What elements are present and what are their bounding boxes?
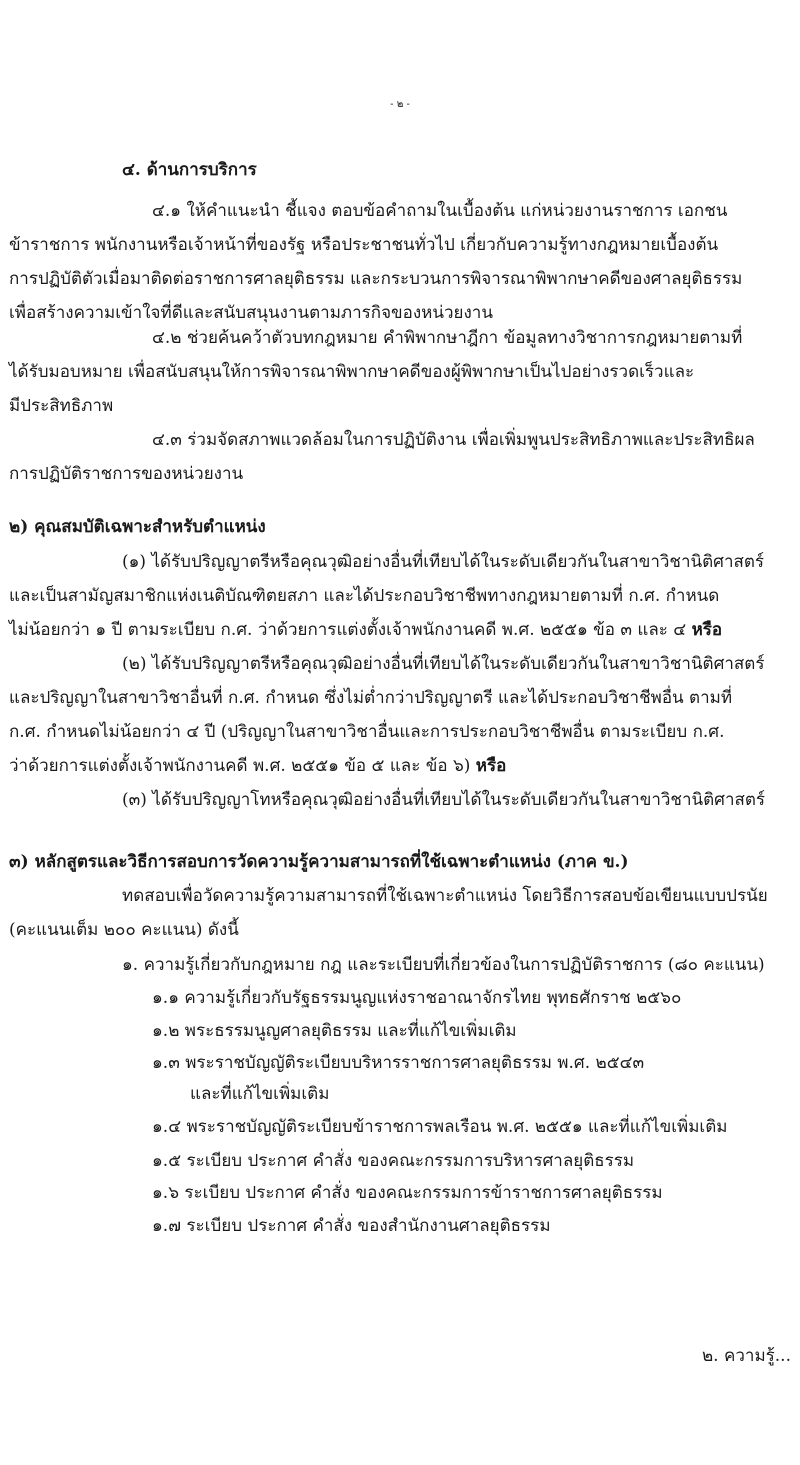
topic-heading: ๑. ความรู้เกี่ยวกับกฎหมาย กฎ และระเบียบที่เกี่ยวข้องในการปฏิบัติราชการ (๘๐ คะแนน)	[122, 955, 765, 975]
subtopic-item: ๑.๗ ระเบียบ ประกาศ คำสั่ง ของสำนักงานศาลยุติธรรม	[152, 1216, 551, 1236]
or-keyword: หรือ	[691, 620, 723, 640]
subtopic-item: ๑.๖ ระเบียบ ประกาศ คำสั่ง ของคณะกรรมการข้าราชการศาลยุติธรรม	[152, 1183, 663, 1203]
paragraph-line: และปริญญาในสาขาวิชาอื่นที่ ก.ศ. กำหนด ซึ่งไม่ต่ำกว่าปริญญาตรี และได้ประกอบวิชาชีพอื่น ตามที่	[9, 688, 733, 708]
paragraph-line: ทดสอบเพื่อวัดความรู้ความสามารถที่ใช้เฉพาะตำแหน่ง โดยวิธีการสอบข้อเขียนแบบปรนัย	[122, 886, 768, 906]
paragraph-line: และเป็นสามัญสมาชิกแห่งเนติบัณฑิตยสภา และได้ประกอบวิชาชีพทางกฎหมายตามที่ ก.ศ. กำหนด	[9, 586, 720, 606]
paragraph-line	[9, 750, 506, 783]
paragraph-line: เพื่อสร้างความเข้าใจที่ดีและสนับสนุนงานตามภารกิจของหน่วยงาน	[9, 303, 493, 323]
section-heading-qualifications: ๒) คุณสมบัติเฉพาะสำหรับตำแหน่ง	[9, 517, 266, 537]
paragraph-line: มีประสิทธิภาพ	[9, 396, 114, 416]
paragraph-line: (๓) ได้รับปริญญาโทหรือคุณวุฒิอย่างอื่นที่เทียบได้ในระดับเดียวกันในสาขาวิชานิติศาสตร์	[122, 790, 766, 810]
paragraph-line: ได้รับมอบหมาย เพื่อสนับสนุนให้การพิจารณาพิพากษาคดีของผู้พิพากษาเป็นไปอย่างรวดเร็วและ	[9, 362, 695, 382]
subtopic-item: และที่แก้ไขเพิ่มเติม	[190, 1084, 330, 1104]
page-number: - ๒ -	[390, 99, 410, 110]
continuation-note: ๒. ความรู้...	[701, 1346, 791, 1366]
paragraph-line: ๔.๑ ให้คำแนะนำ ชี้แจง ตอบข้อคำถามในเบื้องต้น แก่หน่วยงานราชการ เอกชน	[152, 201, 728, 221]
subtopic-item: ๑.๑ ความรู้เกี่ยวกับรัฐธรรมนูญแห่งราชอาณาจักรไทย พุทธศักราช ๒๕๖๐	[152, 988, 682, 1008]
section-heading-service: ๔. ด้านการบริการ	[122, 160, 257, 180]
paragraph-line	[9, 614, 722, 647]
paragraph-line: ๔.๓ ร่วมจัดสภาพแวดล้อมในการปฏิบัติงาน เพื่อเพิ่มพูนประสิทธิภาพและประสิทธิผล	[152, 430, 755, 450]
section-heading-curriculum: ๓) หลักสูตรและวิธีการสอบการวัดความรู้ความสามารถที่ใช้เฉพาะตำแหน่ง (ภาค ข.)	[9, 852, 629, 872]
paragraph-line: การปฏิบัติตัวเมื่อมาติดต่อราชการศาลยุติธรรม และกระบวนการพิจารณาพิพากษาคดีของศาลยุติธรรม	[9, 269, 743, 289]
subtopic-item: ๑.๓ พระราชบัญญัติระเบียบบริหารราชการศาลยุติธรรม พ.ศ. ๒๕๔๓	[152, 1053, 645, 1073]
subtopic-item: ๑.๔ พระราชบัญญัติระเบียบข้าราชการพลเรือน พ.ศ. ๒๕๕๑ และที่แก้ไขเพิ่มเติม	[152, 1117, 728, 1137]
paragraph-line-text: ไม่น้อยกว่า ๑ ปี ตามระเบียบ ก.ศ. ว่าด้วยการแต่งตั้งเจ้าพนักงานคดี พ.ศ. ๒๕๕๑ ข้อ ๓ และ ๔	[9, 620, 687, 640]
paragraph-line: ข้าราชการ พนักงานหรือเจ้าหน้าที่ของรัฐ หรือประชาชนทั่วไป เกี่ยวกับความรู้ทางกฎหมายเบื้องต้น	[9, 235, 719, 255]
subtopic-item: ๑.๕ ระเบียบ ประกาศ คำสั่ง ของคณะกรรมการบริหารศาลยุติธรรม	[152, 1151, 635, 1171]
paragraph-line: (คะแนนเต็ม ๒๐๐ คะแนน) ดังนี้	[9, 920, 239, 940]
paragraph-line: (๒) ได้รับปริญญาตรีหรือคุณวุฒิอย่างอื่นที่เทียบได้ในระดับเดียวกันในสาขาวิชานิติศาสตร์	[122, 654, 765, 674]
paragraph-line: ๔.๒ ช่วยค้นคว้าตัวบทกฎหมาย คำพิพากษาฎีกา ข้อมูลทางวิชาการกฎหมายตามที่	[152, 328, 743, 348]
or-keyword: หรือ	[475, 756, 507, 776]
paragraph-line: ก.ศ. กำหนดไม่น้อยกว่า ๔ ปี (ปริญญาในสาขาวิชาอื่นและการประกอบวิชาชีพอื่น ตามระเบียบ ก.ศ.	[9, 722, 725, 742]
paragraph-line: (๑) ได้รับปริญญาตรีหรือคุณวุฒิอย่างอื่นที่เทียบได้ในระดับเดียวกันในสาขาวิชานิติศาสตร์	[122, 552, 765, 572]
paragraph-line: การปฏิบัติราชการของหน่วยงาน	[9, 464, 244, 484]
subtopic-item: ๑.๒ พระธรรมนูญศาลยุติธรรม และที่แก้ไขเพิ่มเติม	[152, 1021, 517, 1041]
paragraph-line-text: ว่าด้วยการแต่งตั้งเจ้าพนักงานคดี พ.ศ. ๒๕๕๑ ข้อ ๕ และ ข้อ ๖)	[9, 756, 471, 776]
